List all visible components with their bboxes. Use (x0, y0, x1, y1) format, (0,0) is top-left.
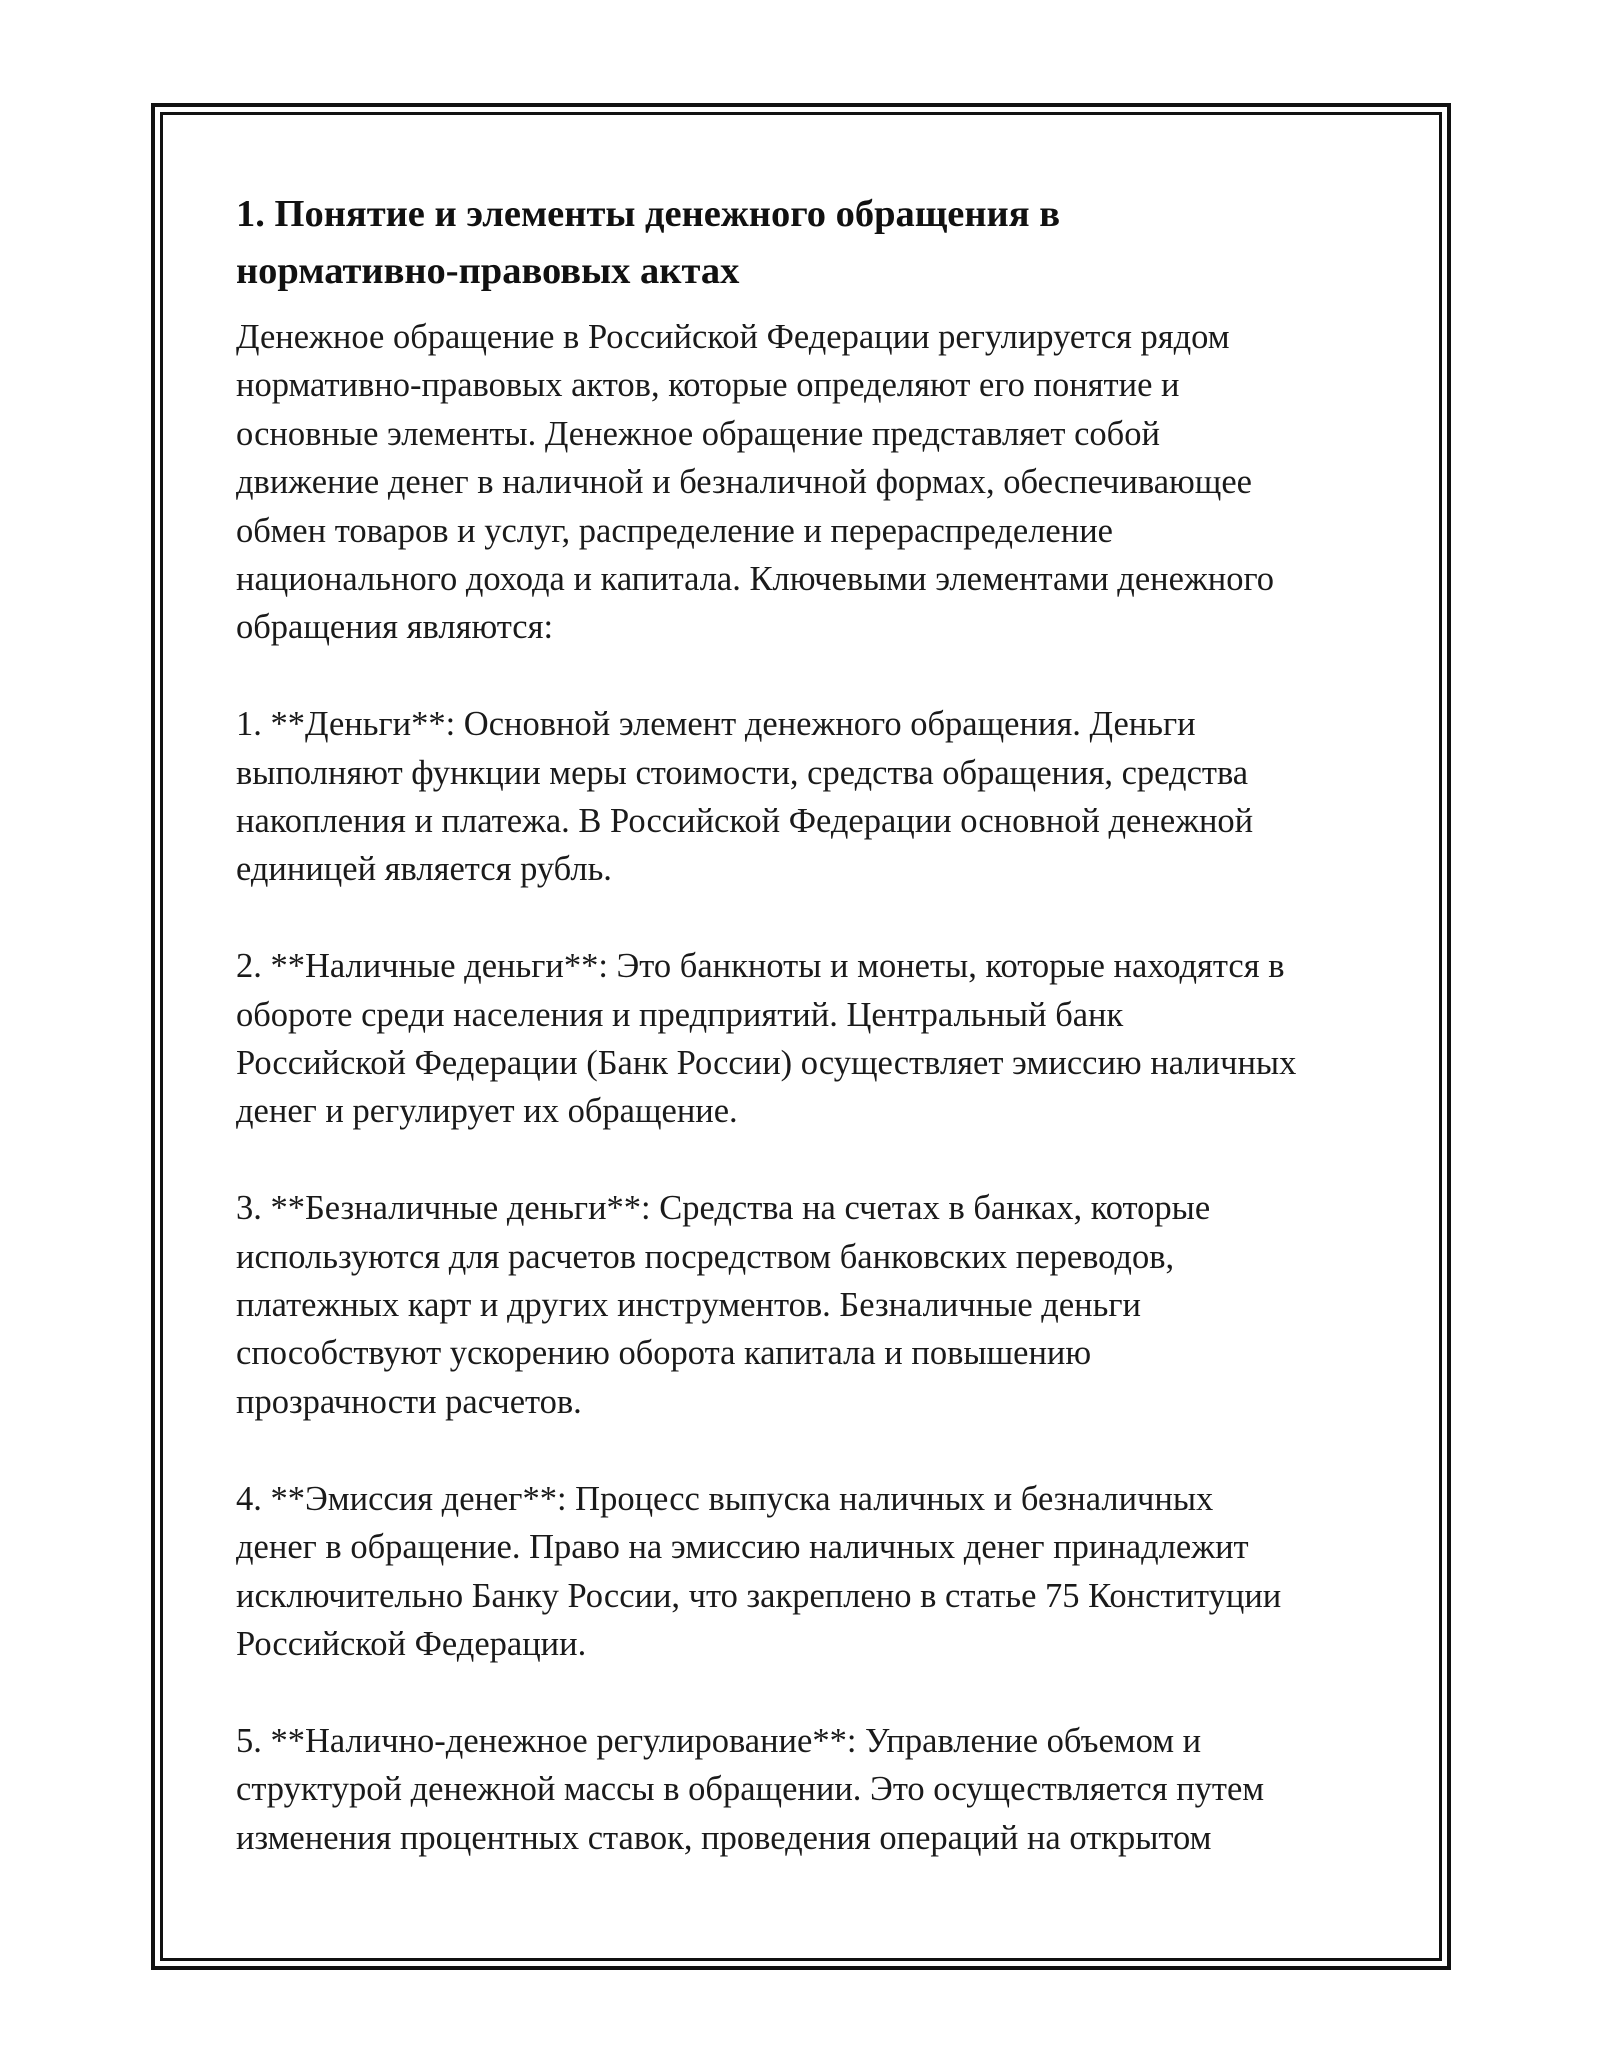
text-line: способствуют ускорению оборота капитала и повышению (236, 1334, 1092, 1373)
text-line: национального дохода и капитала. Ключевыми элементами денежного (236, 560, 1275, 599)
text-line: обмен товаров и услуг, распределение и перераспределение (236, 511, 1113, 550)
text-line: обороте среди населения и предприятий. Центральный банк (236, 995, 1124, 1034)
list-item-cashless (236, 1184, 1376, 1426)
text-line: денег в обращение. Право на эмиссию наличных денег принадлежит (236, 1528, 1249, 1567)
text-line: исключительно Банку России, что закреплено в статье 75 Конституции (236, 1576, 1282, 1615)
text-line: обращения являются: (236, 608, 554, 647)
text-line: Российской Федерации (Банк России) осуществляет эмиссию наличных (236, 1044, 1297, 1083)
text-line: денег и регулирует их обращение. (236, 1092, 738, 1131)
text-line: основные элементы. Денежное обращение представляет собой (236, 414, 1160, 453)
text-line: 4. **Эмиссия денег**: Процесс выпуска наличных и безналичных (236, 1479, 1214, 1518)
text-line: выполняют функции меры стоимости, средства обращения, средства (236, 753, 1249, 792)
text-line: Российской Федерации. (236, 1624, 587, 1663)
text-line: накопления и платежа. В Российской Федерации основной денежной (236, 802, 1254, 841)
text-line: изменения процентных ставок, проведения операций на открытом (236, 1818, 1212, 1857)
list-item-emission (236, 1475, 1376, 1669)
list-item-regulation (236, 1717, 1376, 1862)
text-line: 2. **Наличные деньги**: Это банкноты и монеты, которые находятся в (236, 947, 1285, 986)
text-line: платежных карт и других инструментов. Безналичные деньги (236, 1286, 1141, 1325)
text-line: движение денег в наличной и безналичной формах, обеспечивающее (236, 463, 1252, 502)
text-line: 5. **Налично-денежное регулирование**: Управление объемом и (236, 1721, 1202, 1760)
intro-paragraph (236, 313, 1376, 652)
text-line: прозрачности расчетов. (236, 1382, 582, 1421)
text-line: 1. **Деньги**: Основной элемент денежного обращения. Деньги (236, 705, 1196, 744)
text-line: используются для расчетов посредством банковских переводов, (236, 1237, 1175, 1276)
text-line: структурой денежной массы в обращении. Это осуществляется путем (236, 1770, 1265, 1809)
list-item-cash (236, 942, 1376, 1136)
text-line: Денежное обращение в Российской Федерации регулируется рядом (236, 318, 1230, 356)
document-body (236, 186, 1376, 1862)
list-item-money (236, 700, 1376, 894)
text-line: нормативно-правовых актов, которые определяют его понятие и (236, 366, 1180, 405)
heading-line: 1. Понятие и элементы денежного обращения в (236, 193, 1060, 235)
section-heading (236, 186, 1376, 300)
heading-line: нормативно-правовых актах (236, 250, 740, 292)
text-line: единицей является рубль. (236, 850, 612, 889)
text-line: 3. **Безналичные деньги**: Средства на счетах в банках, которые (236, 1189, 1211, 1228)
